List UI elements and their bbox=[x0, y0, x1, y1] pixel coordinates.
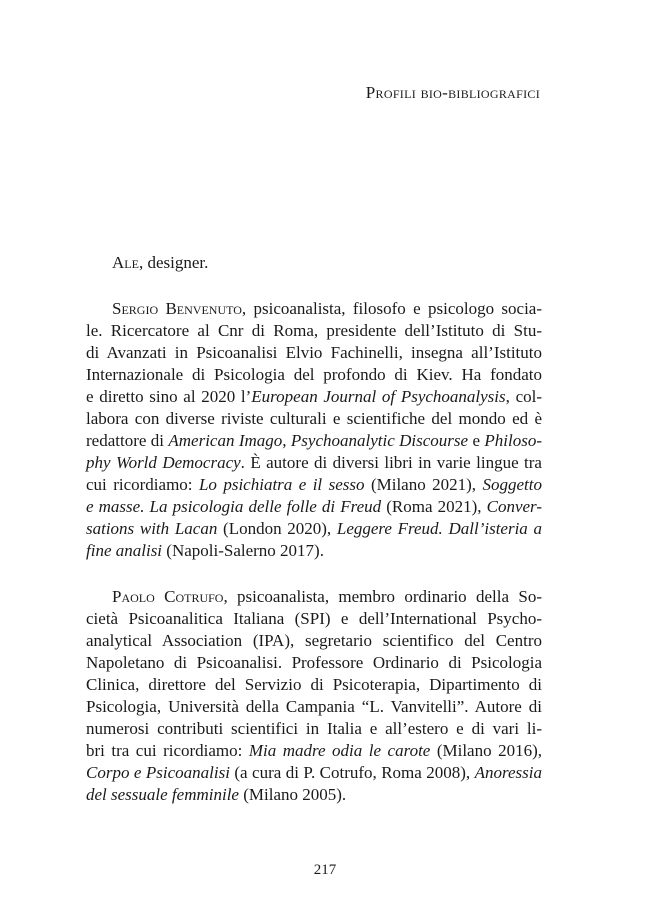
text-run: , designer. bbox=[138, 253, 209, 272]
text-run: (Roma 2021), bbox=[381, 497, 487, 516]
work-title: fine analisi bbox=[86, 541, 163, 560]
text-run: (Milano 2005). bbox=[238, 785, 347, 804]
text-run: (a cura di P. Cotrufo, Roma 2008), bbox=[229, 763, 475, 782]
work-title: Conver- bbox=[486, 497, 542, 516]
text-run: , col- bbox=[505, 387, 542, 406]
work-title: Philoso- bbox=[484, 431, 542, 450]
text-run: bri tra cui ricordiamo: bbox=[86, 741, 249, 760]
text-run: , psicoanalista, membro ordinario della So- bbox=[223, 587, 542, 606]
text-run: , psicoanalista, filosofo e psicologo socia- bbox=[241, 299, 543, 318]
bio-entries bbox=[86, 252, 542, 830]
work-title: American Imago, Psychoanalytic Discourse bbox=[168, 431, 469, 450]
text-line bbox=[86, 430, 542, 452]
author-name: Ale bbox=[112, 253, 139, 272]
bio-entry bbox=[86, 298, 542, 562]
page-number: 217 bbox=[313, 862, 337, 878]
text-run: cui ricordiamo: bbox=[86, 475, 199, 494]
work-title: European Journal of Psychoanalysis bbox=[251, 387, 506, 406]
text-line bbox=[86, 784, 542, 806]
work-title: phy World Democracy bbox=[86, 453, 241, 472]
author-name: Sergio Benvenuto bbox=[112, 299, 242, 318]
text-run: (Milano 2016), bbox=[430, 741, 543, 760]
text-run: Clinica, direttore del Servizio di Psicoterapia, Dipartimento di bbox=[86, 675, 542, 694]
text-run: le. Ricercatore al Cnr di Roma, presidente dell’Istituto di Stu- bbox=[86, 321, 542, 340]
text-run: (London 2020), bbox=[217, 519, 337, 538]
text-line bbox=[86, 496, 542, 518]
text-run: (Milano 2021), bbox=[364, 475, 483, 494]
text-line bbox=[86, 518, 542, 540]
text-line bbox=[86, 674, 542, 696]
work-title: e masse. La psicologia delle folle di Freud bbox=[86, 497, 382, 516]
bio-entry bbox=[86, 586, 542, 806]
text-run: redattore di bbox=[86, 431, 169, 450]
text-line bbox=[86, 540, 542, 562]
text-line bbox=[86, 718, 542, 740]
work-title: Mia madre odia le carote bbox=[248, 741, 431, 760]
text-line bbox=[86, 408, 542, 430]
text-run: labora con diverse riviste culturali e scientifiche del mondo ed è bbox=[86, 409, 542, 428]
text-line bbox=[86, 696, 542, 718]
text-run: analytical Association (IPA), segretario scientifico del Centro bbox=[86, 631, 542, 650]
text-line bbox=[86, 474, 542, 496]
text-run: e bbox=[468, 431, 485, 450]
work-title: Soggetto bbox=[482, 475, 542, 494]
text-line bbox=[86, 586, 542, 608]
work-title: Lo psichiatra e il sesso bbox=[198, 475, 365, 494]
running-head: Profili bio-bibliografici bbox=[365, 83, 540, 102]
text-run: Napoletano di Psicoanalisi. Professore Ordinario di Psicologia bbox=[86, 653, 542, 672]
text-line bbox=[86, 364, 542, 386]
work-title: Leggere Freud. Dall’isteria a bbox=[336, 519, 542, 538]
text-line bbox=[86, 252, 542, 274]
text-line bbox=[86, 452, 542, 474]
text-line bbox=[86, 386, 542, 408]
text-run: Psicologia, Università della Campania “L. Vanvitelli”. Autore di bbox=[86, 697, 542, 716]
text-line bbox=[86, 342, 542, 364]
author-name: Paolo Cotrufo bbox=[112, 587, 224, 606]
text-run: (Napoli-Salerno 2017). bbox=[162, 541, 324, 560]
text-run: Internazionale di Psicologia del profondo di Kiev. Ha fondato bbox=[86, 365, 542, 384]
text-run: e diretto sino al 2020 l’ bbox=[86, 387, 252, 406]
text-line bbox=[86, 740, 542, 762]
work-title: Anoressia bbox=[474, 763, 542, 782]
text-run: numerosi contributi scientifici in Italia e all’estero e di vari li- bbox=[86, 719, 542, 738]
text-run: cietà Psicoanalitica Italiana (SPI) e dell’International Psycho- bbox=[86, 609, 542, 628]
work-title: Corpo e Psicoanalisi bbox=[86, 763, 230, 782]
text-run: di Avanzati in Psicoanalisi Elvio Fachinelli, insegna all’Istituto bbox=[86, 343, 542, 362]
bio-entry bbox=[86, 252, 542, 274]
text-line bbox=[86, 652, 542, 674]
text-line bbox=[86, 320, 542, 342]
text-run: . È autore di diversi libri in varie lingue tra bbox=[240, 453, 542, 472]
text-line bbox=[86, 608, 542, 630]
text-line bbox=[86, 298, 542, 320]
text-line bbox=[86, 630, 542, 652]
text-line bbox=[86, 762, 542, 784]
work-title: sations with Lacan bbox=[86, 519, 218, 538]
work-title: del sessuale femminile bbox=[86, 785, 239, 804]
